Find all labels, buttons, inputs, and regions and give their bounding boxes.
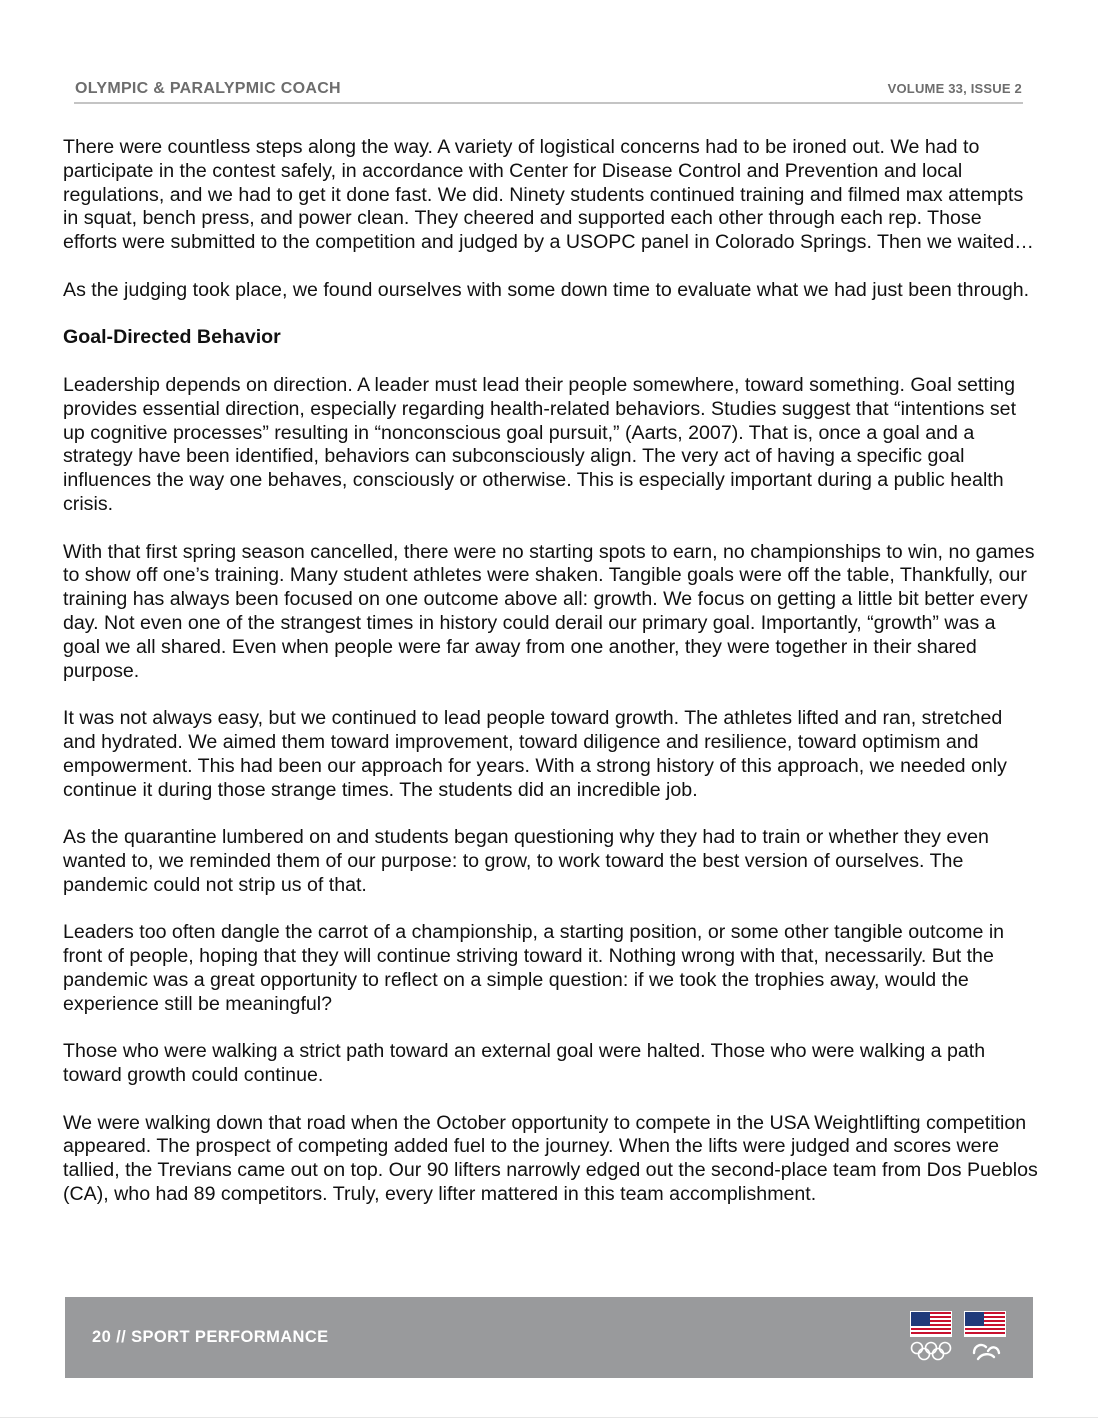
- volume-issue: VOLUME 33, ISSUE 2: [887, 81, 1022, 96]
- us-flag-icon: [910, 1311, 952, 1337]
- paragraph: As the judging took place, we found ourselves with some down time to evaluate what we had just been through.: [63, 278, 1030, 301]
- publication-title: OLYMPIC & PARALYPMIC COACH: [75, 80, 341, 97]
- paragraph: With that first spring season cancelled, there were no starting spots to earn, no championships to win, no games to show off one’s training. Many student athletes were shaken. Tangible goals were off the table, Thankfully, our training has always been focused on one outcome above all: growth. We focus on getting a little bit better every day. Not even one of the strangest times in history could derail our primary goal. Importantly, “growth” was a goal we all shared. Even when people were far away from one another, they were together in their shared purpose.: [63, 540, 1035, 682]
- page-bottom-rule: [0, 1417, 1098, 1418]
- article-body: [63, 136, 1038, 1231]
- paragraph: Leadership depends on direction. A leader must lead their people somewhere, toward something. Goal setting provides essential direction, especially regarding health-related behaviors. Studies suggest that “intentions set up cognitive processes” resulting in “nonconscious goal pursuit,” (Aarts, 2007). That is, once a goal and a strategy have been identified, behaviors can subconsciously align. The very act of having a specific goal influences the way one behaves, consciously or otherwise. This is especially important during a public health crisis.: [63, 373, 1017, 515]
- flag-canton: [911, 1312, 930, 1326]
- page-footer: [65, 1297, 1033, 1378]
- page-number-section: 20 // SPORT PERFORMANCE: [92, 1328, 329, 1346]
- paragraph: Leaders too often dangle the carrot of a championship, a starting position, or some other tangible outcome in front of people, hoping that they will continue striving toward it. Nothing wrong with that, necessarily. But the pandemic was a great opportunity to reflect on a simple question: if we took the trophies away, would the experience still be meaningful?: [63, 921, 1005, 1015]
- paragraph: We were walking down that road when the October opportunity to compete in the USA Weightlifting competition appeared. The prospect of competing added fuel to the journey. When the lifts were judged and scores were tallied, the Trevians came out on top. Our 90 lifters narrowly edged out the second-place team from Dos Pueblos (CA), who had 89 competitors. Truly, every lifter mattered in this team accomplishment.: [63, 1111, 1038, 1206]
- paragraph: Those who were walking a strict path toward an external goal were halted. Those who were walking a path toward growth could continue.: [63, 1040, 986, 1087]
- page-header: [74, 78, 1023, 104]
- paragraph: There were countless steps along the way. A variety of logistical concerns had to be ironed out. We had to participate in the contest safely, in accordance with Center for Disease Control and Prevention and local regulations, and we had to get it done fast. We did. Ninety students continued training and filmed max attempts in squat, bench press, and power clean. They cheered and supported each other through each rep. Those efforts were submitted to the competition and judged by a USOPC panel in Colorado Springs. Then we waited…: [63, 136, 1034, 254]
- us-flag-icon: [964, 1311, 1006, 1337]
- paralympic-agitos-icon: [968, 1339, 1004, 1363]
- paragraph: As the quarantine lumbered on and students began questioning why they had to train or whether they even wanted to, we reminded them of our purpose: to grow, to work toward the best version of ourselves. The pandemic could not strip us of that.: [63, 826, 989, 896]
- olympic-rings-icon: [909, 1340, 953, 1362]
- section-heading: Goal-Directed Behavior: [63, 326, 281, 349]
- flag-canton: [965, 1312, 984, 1326]
- paragraph: It was not always easy, but we continued to lead people toward growth. The athletes lifted and ran, stretched and hydrated. We aimed them toward improvement, toward diligence and resilience, toward optimism and empowerment. This had been our approach for years. With a strong history of this approach, we needed only continue it during those strange times. The students did an incredible job.: [63, 707, 1007, 801]
